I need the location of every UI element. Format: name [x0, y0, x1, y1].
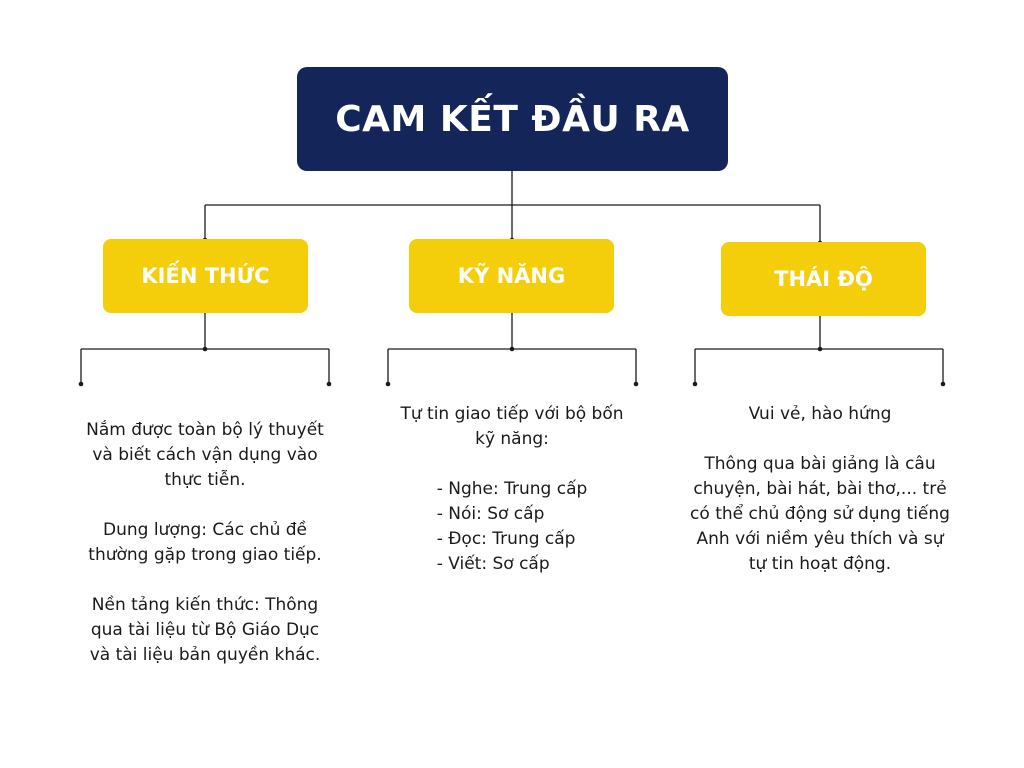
attitude-text-1: Vui vẻ, hào hứng [748, 404, 892, 424]
branch-attitude [721, 242, 926, 316]
branch-skills [409, 239, 614, 313]
root-node [297, 67, 728, 171]
branch-knowledge [103, 239, 308, 313]
branch-attitude-title: THÁI ĐỘ [774, 267, 873, 291]
attitude-description [690, 402, 950, 577]
skill-item-writing: - Viết: Sơ cấp [436, 554, 550, 574]
skill-item-reading: - Đọc: Trung cấp [436, 529, 576, 549]
skills-description [400, 402, 624, 577]
skills-list [437, 477, 588, 577]
skill-item-listening: - Nghe: Trung cấp [436, 479, 588, 499]
root-title: CAM KẾT ĐẦU RA [335, 98, 690, 140]
knowledge-text-3: Nền tảng kiến thức: Thông qua tài liệu từ Bộ Giáo Dục và tài liệu bản quyền khác. [89, 595, 321, 665]
knowledge-description [78, 418, 332, 668]
branch-knowledge-title: KIẾN THỨC [141, 264, 270, 288]
skill-item-speaking: - Nói: Sơ cấp [436, 504, 545, 524]
skills-intro: Tự tin giao tiếp với bộ bốn kỹ năng: [400, 404, 624, 449]
knowledge-text-1: Nắm được toàn bộ lý thuyết và biết cách vận dụng vào thực tiễn. [86, 420, 324, 490]
branch-skills-title: KỸ NĂNG [457, 264, 566, 288]
attitude-text-2: Thông qua bài giảng là câu chuyện, bài hát, bài thơ,... trẻ có thể chủ động sử dụng tiếng Anh với niềm yêu thích và sự tự tin hoạt động. [690, 454, 950, 574]
knowledge-text-2: Dung lượng: Các chủ đề thường gặp trong giao tiếp. [88, 520, 322, 565]
